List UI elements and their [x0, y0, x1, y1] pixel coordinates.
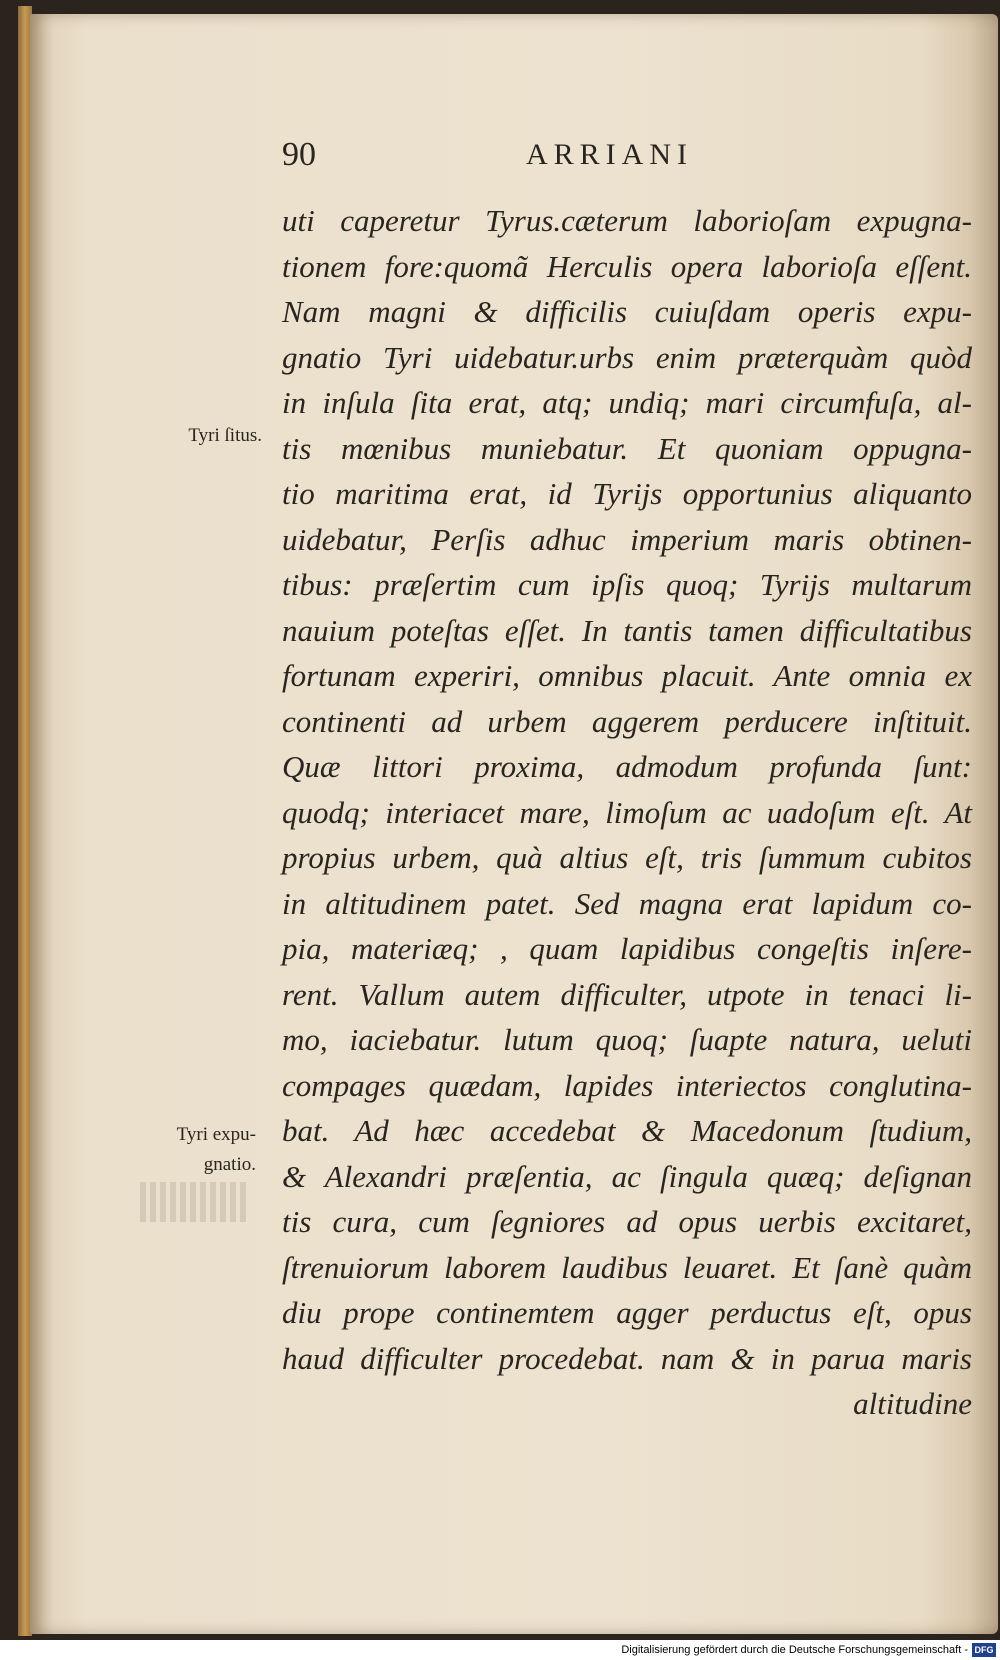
text-line: in inſula ſita erat, atq; undiq; mari circumfuſa, al-: [282, 385, 972, 420]
footer-credit: Digitalisierung gefördert durch die Deutsche Forschungsgemeinschaft -: [621, 1644, 968, 1656]
text-line: Nam magni & difficilis cuiuſdam operis expu-: [282, 294, 972, 329]
page-header: [282, 136, 752, 182]
bleed-through-marks: [140, 1182, 250, 1222]
text-line: tibus: præſertim cum ipſis quoq; Tyrijs multarum: [282, 567, 972, 602]
marginal-note-tyre-site: Tyri ſitus.: [188, 425, 262, 446]
marginal-note-line: Tyri expu-: [176, 1124, 256, 1145]
text-line: in altitudinem patet. Sed magna erat lapidum co-: [282, 885, 972, 921]
text-line: tio maritima erat, id Tyrijs opportunius aliquanto: [282, 476, 972, 511]
footer-bar: [0, 1640, 1000, 1660]
text-line: rent. Vallum autem difficulter, utpote in tenaci li-: [282, 976, 972, 1012]
marginal-note-tyre-siege: [136, 1120, 256, 1180]
running-head: ARRIANI: [526, 138, 693, 171]
text-line: Quæ littori proxima, admodum profunda ſunt:: [282, 749, 972, 784]
text-line: nauium poteſtas eſſet. In tantis tamen difficultatibus: [282, 612, 972, 648]
text-line: ſtrenuiorum laborem laudibus leuaret. Et ſanè quàm: [282, 1249, 972, 1285]
dfg-logo: DFG: [972, 1643, 996, 1657]
text-line: mo, iaciebatur. lutum quoq; ſuapte natura, ueluti: [282, 1022, 972, 1057]
text-line: tis mœnibus muniebatur. Et quoniam oppugna-: [282, 430, 972, 466]
text-line: propius urbem, quà altius eſt, tris ſummum cubitos: [282, 840, 972, 875]
text-line: continenti ad urbem aggerem perducere inſtituit.: [282, 703, 972, 739]
marginal-note-line: gnatio.: [203, 1154, 256, 1175]
page-number: 90: [282, 136, 316, 173]
text-line: uti caperetur Tyrus.cæterum laborioſam expugna-: [282, 203, 972, 238]
text-line: quodq; interiacet mare, limoſum ac uadoſum eſt. At: [282, 794, 972, 830]
text-line: fortunam experiri, omnibus placuit. Ante omnia ex: [282, 658, 972, 693]
text-line: uidebatur, Perſis adhuc imperium maris obtinen-: [282, 521, 972, 557]
text-line: tis cura, cum ſegniores ad opus uerbis excitaret,: [282, 1204, 972, 1239]
text-line: diu prope continemtem agger perductus eſt, opus: [282, 1295, 972, 1330]
text-line: bat. Ad hæc accedebat & Macedonum ſtudium,: [282, 1113, 972, 1148]
text-line: compages quædam, lapides interiectos conglutina-: [282, 1067, 972, 1103]
body-text: [282, 198, 972, 1427]
catchword: altitudine: [853, 1386, 972, 1421]
text-line: gnatio Tyri uidebatur.urbs enim præterquàm quòd: [282, 339, 972, 375]
text-line: & Alexandri præſentia, ac ſingula quæq; deſignan: [282, 1158, 972, 1194]
text-line: haud difficulter procedebat. nam & in parua maris: [282, 1340, 972, 1376]
text-line: pia, materiæq; , quam lapidibus congeſtis inſere-: [282, 931, 972, 966]
text-line: tionem fore:quomã Herculis opera laborioſa eſſent.: [282, 248, 972, 284]
